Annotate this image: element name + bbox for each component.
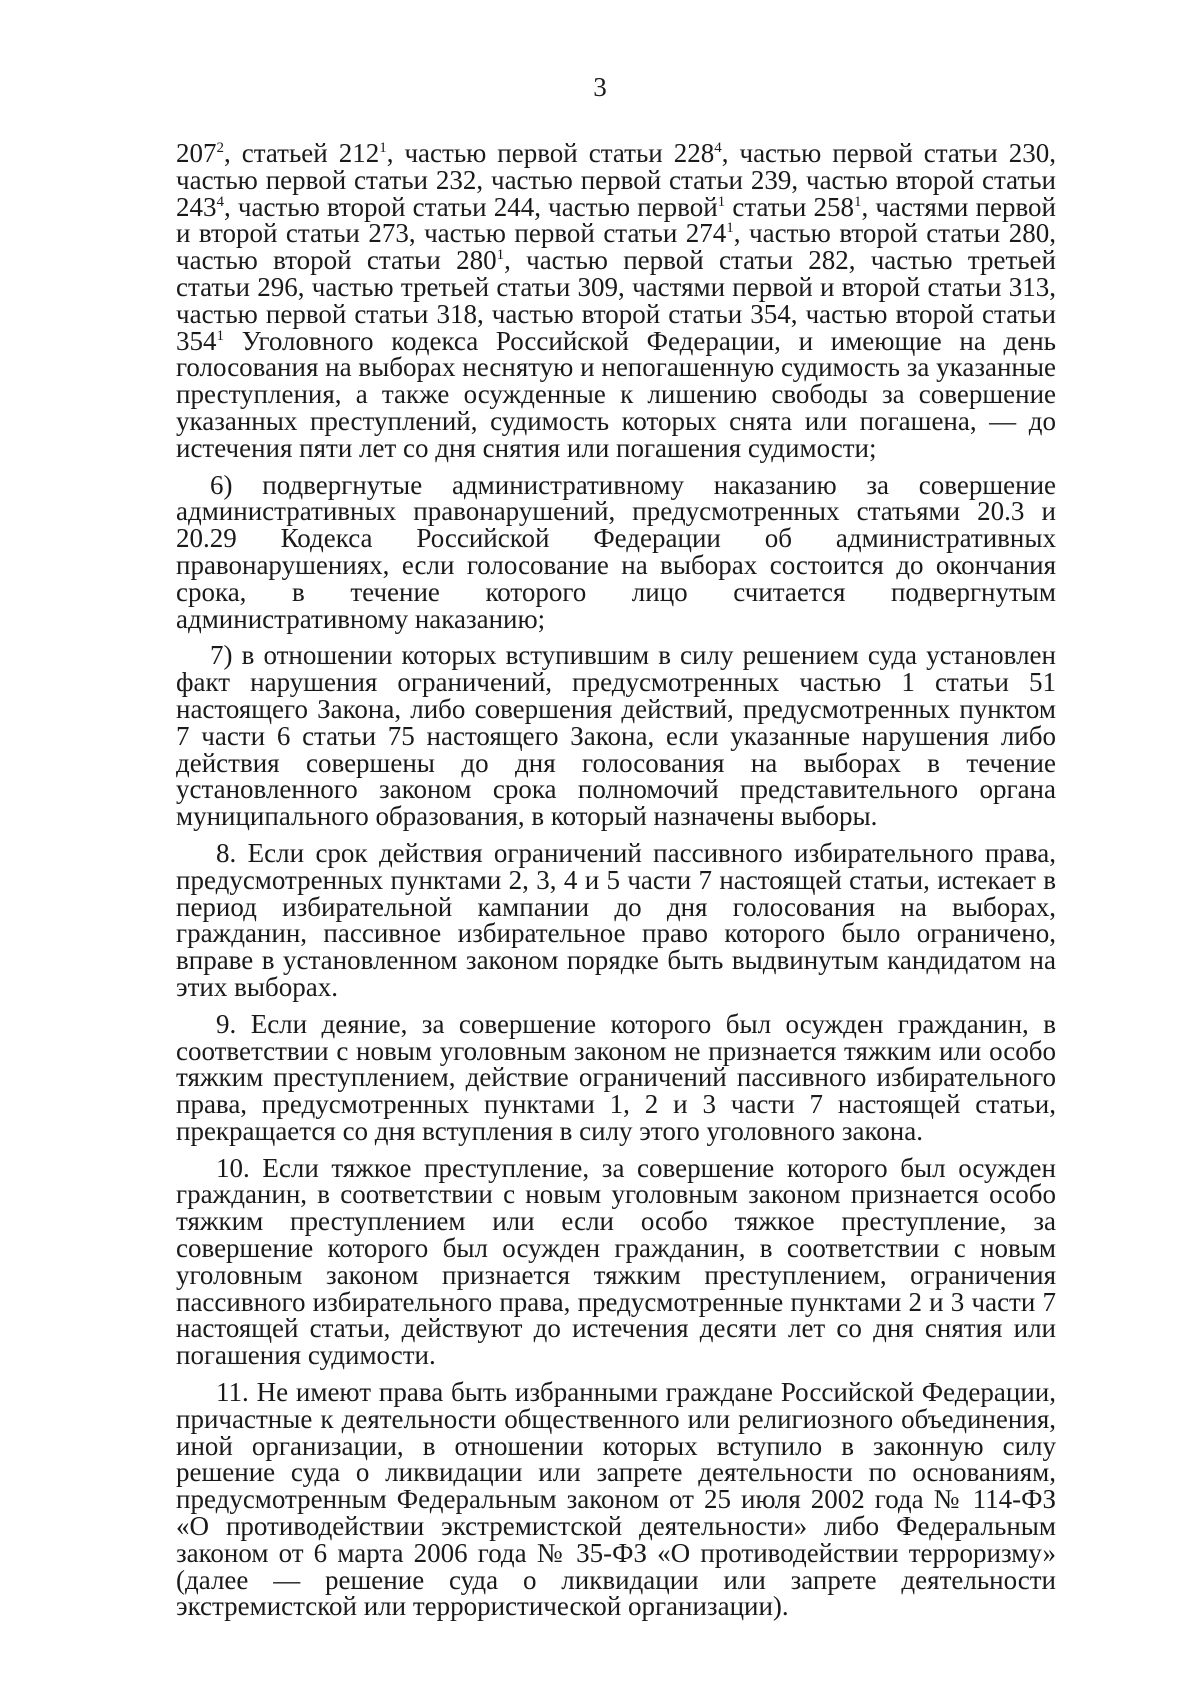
- superscript: 1: [379, 140, 387, 156]
- text-run: , частью второй статьи 244, частью первой: [224, 191, 718, 222]
- paragraph-continuation: [176, 140, 1056, 462]
- paragraph-item-6: 6) подвергнутые административному наказанию за совершение административных правонарушений, предусмотренных статьями 20.3 и 20.29 Кодекса Российской Федерации об административных правонарушениях, если голосование на выборах состоится до окончания срока, в течение которого лицо считается подвергнутым административному наказанию;: [176, 469, 1056, 634]
- paragraph-item-7: 7) в отношении которых вступившим в силу решением суда установлен факт нарушения ограничений, предусмотренных частью 1 статьи 51 настоящего Закона, либо совершения действий, предусмотренных пунктом 7 части 6 статьи 75 настоящего Закона, если указанные нарушения либо действия совершены до дня голосования на выборах в течение установленного законом срока полномочий представительного органа муниципального образования, в который назначены выборы.: [176, 640, 1056, 832]
- text-run: , частью первой статьи 230, частью первой статьи 232, частью первой статьи 239, частью второй статьи 243: [176, 138, 1056, 222]
- superscript: 1: [216, 327, 224, 344]
- text-run: , частями первой и второй статьи 273, частью первой статьи 274: [176, 191, 1057, 249]
- text-run: Уголовного кодекса Российской Федерации, и имеющие на день голосования на выборах неснятую и непогашенную судимость за указанные преступления, а также осужденные к лишению свободы за совершение указанных преступлений, судимость которых снята или погашена, — до истечения пяти лет со дня снятия или погашения судимости;: [176, 325, 1056, 463]
- paragraph-part-9: 9. Если деяние, за совершение которого был осужден гражданин, в соответствии с новым уголовным законом не признается тяжким или особо тяжким преступлением, действие ограничений пассивного избирательного права, предусмотренных пунктами 1, 2 и 3 части 7 настоящей статьи, прекращается со дня вступления в силу этого уголовного закона.: [176, 1008, 1056, 1146]
- superscript: 4: [714, 140, 722, 156]
- page-number: 3: [593, 72, 607, 102]
- superscript: 1: [717, 193, 726, 210]
- text-run: , частью первой статьи 228: [386, 138, 715, 168]
- text-run: , статьей 212: [224, 138, 380, 168]
- superscript: 1: [854, 193, 862, 210]
- superscript: 2: [216, 140, 224, 156]
- text-run: 207: [176, 138, 217, 168]
- paragraph-part-8: 8. Если срок действия ограничений пассивного избирательного права, предусмотренных пунктами 2, 3, 4 и 5 части 7 настоящей статьи, истекает в период избирательной кампании до дня голосования на выборах, гражданин, пассивное избирательное право которого было ограничено, вправе в установленном законом порядке быть выдвинутым кандидатом на этих выборах.: [176, 837, 1056, 1002]
- superscript: 4: [216, 193, 224, 210]
- superscript: 1: [496, 247, 505, 264]
- paragraph-part-10: 10. Если тяжкое преступление, за совершение которого был осужден гражданин, в соответствии с новым уголовным законом признается особо тяжким преступлением или если особо тяжкое преступление, за совершение которого был осужден гражданин, в соответствии с новым уголовным законом признается тяжким преступлением, ограничения пассивного избирательного права, предусмотренные пунктами 2 и 3 части 7 настоящей статьи, действуют до истечения десяти лет со дня снятия или погашения судимости.: [176, 1152, 1056, 1371]
- paragraph-part-11: 11. Не имеют права быть избранными граждане Российской Федерации, причастные к деятельности общественного или религиозного объединения, иной организации, в отношении которых вступило в законную силу решение суда о ликвидации или запрете деятельности по основаниям, предусмотренным Федеральным законом от 25 июля 2002 года № 114-ФЗ «О противодействии экстремистской деятельности» либо Федеральным законом от 6 марта 2006 года № 35-ФЗ «О противодействии терроризму» (далее — решение суда о ликвидации или запрете деятельности экстремистской или террористической организации).: [176, 1377, 1056, 1622]
- text-run: , частью второй статьи 280, частью второй статьи 280: [176, 218, 1056, 276]
- superscript: 1: [726, 220, 734, 237]
- text-run: , частью первой статьи 282, частью третьей статьи 296, частью третьей статьи 309, частями первой и второй статьи 313, частью первой статьи 318, частью второй статьи 354, частью второй статьи 354: [176, 245, 1056, 356]
- document-body: [176, 140, 1056, 1630]
- text-run: статьи 258: [725, 191, 854, 222]
